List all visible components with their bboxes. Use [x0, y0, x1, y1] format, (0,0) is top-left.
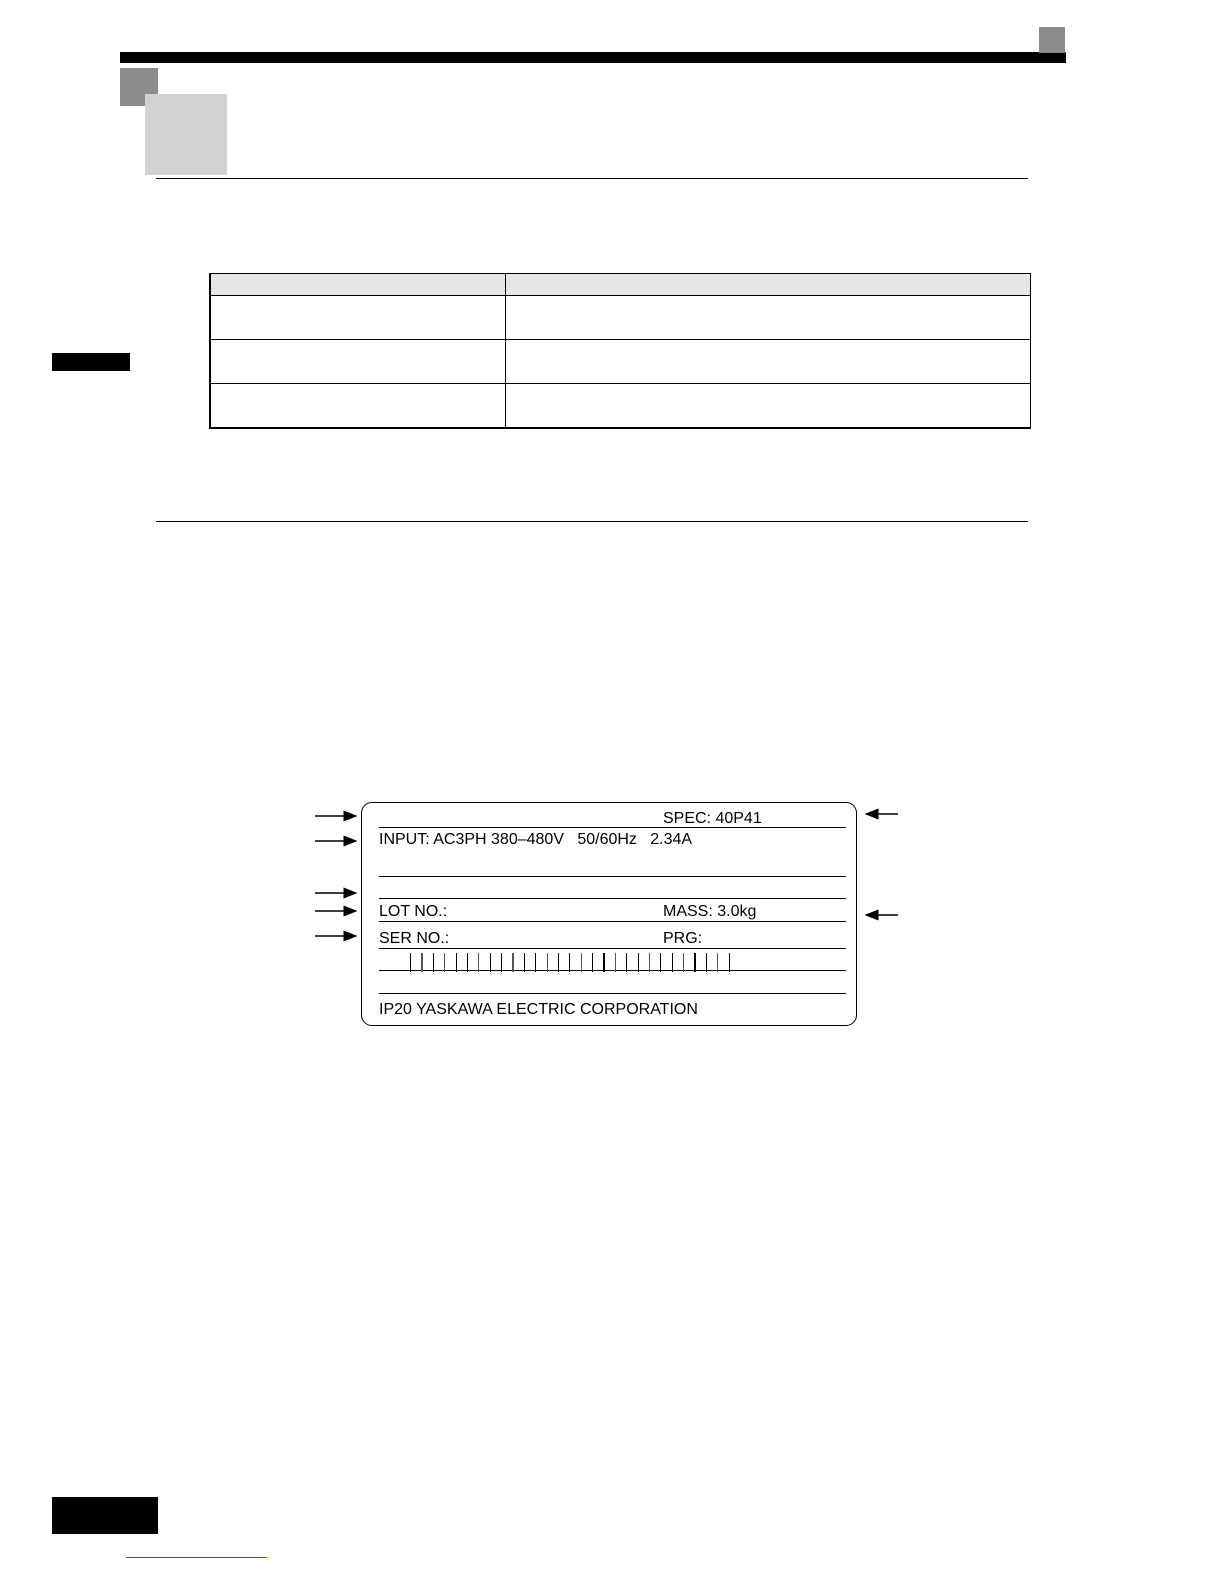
table-cell [505, 340, 1030, 384]
nameplate-footer: IP20 YASKAWA ELECTRIC CORPORATION [379, 1001, 698, 1018]
nameplate-ser: SER NO.: [379, 930, 450, 947]
table-row [210, 296, 1030, 340]
nameplate-prg: PRG: [663, 930, 703, 947]
table-header-cell [505, 274, 1030, 296]
table-cell [210, 296, 505, 340]
barcode [410, 953, 740, 972]
spec-table [209, 273, 1031, 429]
chapter-block [145, 94, 227, 175]
section-divider-bottom [156, 521, 1028, 522]
table-cell [210, 340, 505, 384]
table-header-row [210, 274, 1030, 296]
nameplate-input: INPUT: AC3PH 380–480V 50/60Hz 2.34A [379, 831, 693, 848]
corner-marker [1039, 27, 1065, 53]
header-rule [120, 52, 1066, 63]
section-divider-top [156, 178, 1028, 179]
table-header-cell [210, 274, 505, 296]
table-cell [210, 384, 505, 429]
table-cell [505, 384, 1030, 429]
page-number-tab [52, 1497, 158, 1534]
table-cell [505, 296, 1030, 340]
callout-arrows [300, 800, 920, 950]
chapter-side-tab [52, 353, 130, 371]
nameplate-lot: LOT NO.: [379, 903, 448, 920]
table-row [210, 340, 1030, 384]
nameplate-rule [379, 993, 846, 994]
nameplate-mass: MASS: 3.0kg [663, 903, 757, 920]
table-row [210, 384, 1030, 429]
footer-link[interactable] [126, 1557, 267, 1558]
nameplate-spec: SPEC: 40P41 [663, 810, 762, 827]
